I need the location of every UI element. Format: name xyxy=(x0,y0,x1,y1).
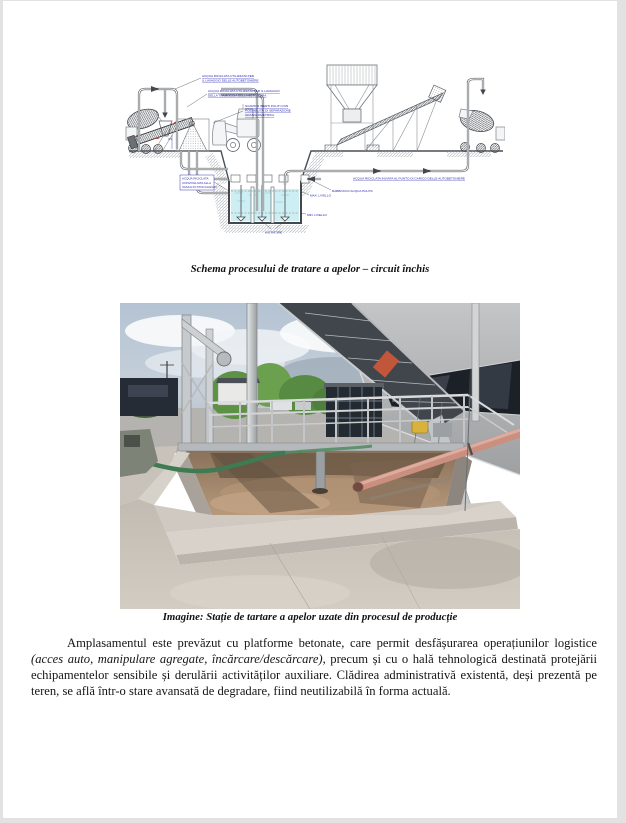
paragraph-text: , precum și cu o hală tehnologică destinată protejării echipamentelor sensibile și derulării activităților auxiliare. Clădirea administrativă existentă, deși prezentă pe teren, se află într-o stare avansată de degradare, fiind neutilizabilă în forma actuală. xyxy=(31,652,597,698)
body-paragraph xyxy=(31,635,597,699)
label-storage-tank: ACQUA RICICLATA xyxy=(182,176,209,181)
settling-pit xyxy=(172,443,472,517)
label-wash-trucks: IL LAVAGGIO DELLE AUTOBETONIERE xyxy=(202,78,259,83)
label-clean-aggregates: POSSIBILITA' DI SEPARAZIONE xyxy=(245,108,291,113)
water-basins xyxy=(229,175,309,223)
yellow-equipment xyxy=(412,421,428,433)
document-page xyxy=(3,1,617,818)
diagram-caption: Schema procesului de tratare a apelor – circuit închis xyxy=(190,263,430,275)
site-photo xyxy=(120,303,520,609)
label-top-up: RABBOCCO ACQUA PULITA xyxy=(332,189,373,193)
label-wash-hopper: ACQUA RICICLATA UTILIZZATA PER IL LAVAGGIO xyxy=(208,89,280,93)
label-wash-trucks: ACQUA RICICLATA UTILIZZATA PER xyxy=(202,74,255,78)
label-to-loading-point: ACQUA RICICLATA INVIATA AL PUNTO DI CARICO DELLE AUTOBETONIERE xyxy=(353,176,465,181)
label-agitator: AGITATORE xyxy=(265,230,283,235)
label-min-level: MIN. LIVELLO xyxy=(307,213,327,217)
label-clean-aggregates: GRANULOMETRICA xyxy=(245,113,275,118)
ground-lines xyxy=(129,151,503,233)
label-storage-tank: CONVOGLIATA ALLA xyxy=(182,180,212,185)
label-wash-hopper: DELLA TRAMOGGIA DELLA BETONIERA xyxy=(208,93,267,98)
mixer-truck-right xyxy=(458,107,505,152)
paragraph-text: Amplasamentul este prevăzut cu platforme betonate, care permit desfășurarea operațiunilor logistice xyxy=(67,636,597,650)
depth-dimension: 3.0 xyxy=(168,137,173,141)
label-clean-aggregates: SCARICO INERTI PULITI CON xyxy=(245,104,289,108)
center-pole xyxy=(247,303,257,451)
paragraph-italic-text: (acces auto, manipulare agregate, încărcare/descărcare) xyxy=(31,652,323,666)
center-pipe xyxy=(316,451,325,491)
pulley xyxy=(217,352,231,366)
label-storage-tank: VASCA DI STOCCAGGIO xyxy=(182,185,217,190)
process-flow-diagram xyxy=(125,61,505,261)
label-max-level: MAX. LIVELLO xyxy=(310,193,331,198)
photo-caption: Imagine: Stație de tartare a apelor uzate din procesul de producție xyxy=(162,611,458,623)
